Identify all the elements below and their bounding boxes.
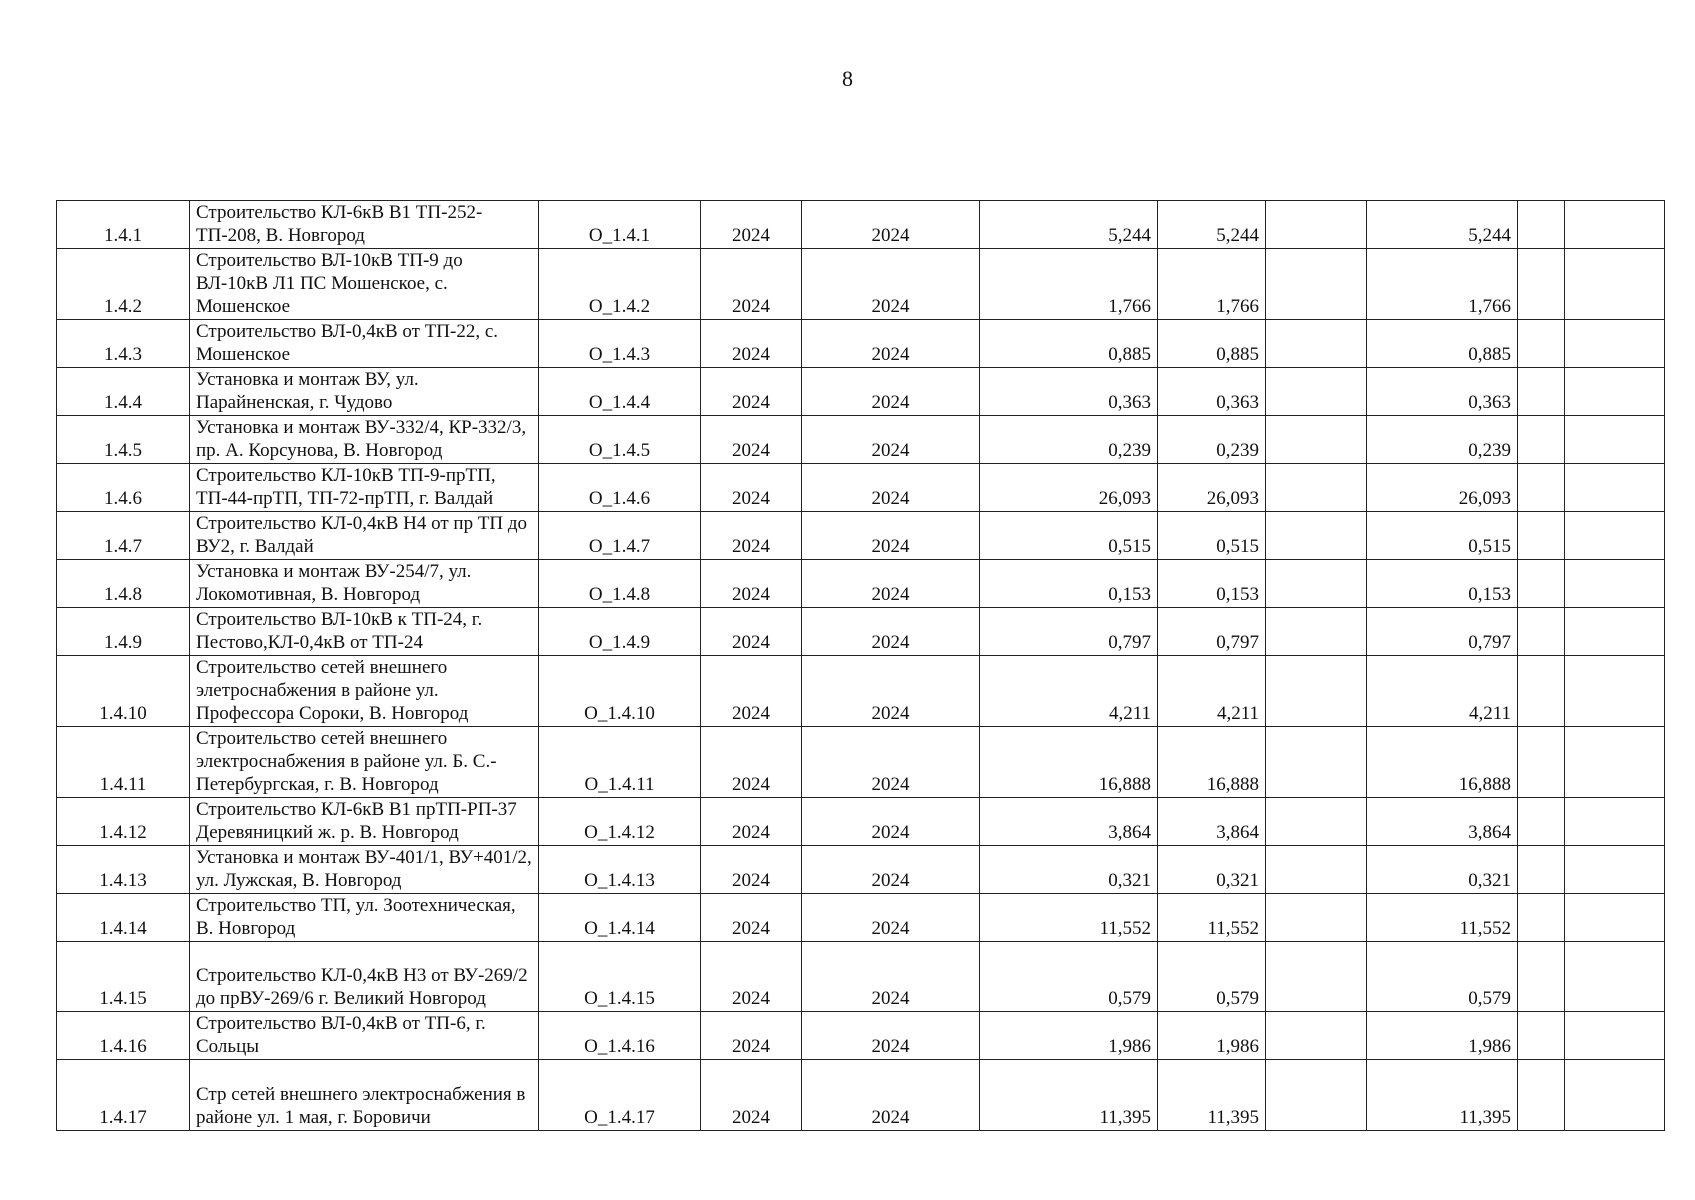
value-cell-6 <box>1565 1012 1665 1060</box>
value-cell-1: 1,986 <box>980 1012 1158 1060</box>
value-cell-4: 0,321 <box>1367 846 1518 894</box>
year-start: 2024 <box>701 249 802 320</box>
year-start: 2024 <box>701 846 802 894</box>
project-code: О_1.4.3 <box>539 320 701 368</box>
value-cell-2: 1,766 <box>1158 249 1266 320</box>
year-end: 2024 <box>802 201 980 249</box>
table-row <box>57 464 1665 512</box>
row-number: 1.4.4 <box>57 368 190 416</box>
row-number: 1.4.5 <box>57 416 190 464</box>
value-cell-6 <box>1565 201 1665 249</box>
table-row <box>57 894 1665 942</box>
value-cell-2: 16,888 <box>1158 727 1266 798</box>
value-cell-1: 11,395 <box>980 1060 1158 1131</box>
value-cell-4: 16,888 <box>1367 727 1518 798</box>
project-name: Строительство ТП, ул. Зоотехническая, В. Новгород <box>190 894 539 942</box>
table-row <box>57 1060 1665 1131</box>
project-code: О_1.4.9 <box>539 608 701 656</box>
year-end: 2024 <box>802 512 980 560</box>
project-code: О_1.4.11 <box>539 727 701 798</box>
value-cell-2: 0,239 <box>1158 416 1266 464</box>
table-row <box>57 249 1665 320</box>
project-name: Стр сетей внешнего электроснабжения в районе ул. 1 мая, г. Боровичи <box>190 1060 539 1131</box>
value-cell-1: 0,797 <box>980 608 1158 656</box>
value-cell-3 <box>1266 727 1367 798</box>
year-start: 2024 <box>701 416 802 464</box>
year-start: 2024 <box>701 512 802 560</box>
value-cell-4: 4,211 <box>1367 656 1518 727</box>
value-cell-6 <box>1565 894 1665 942</box>
table-row <box>57 608 1665 656</box>
value-cell-3 <box>1266 894 1367 942</box>
year-end: 2024 <box>802 464 980 512</box>
row-number: 1.4.9 <box>57 608 190 656</box>
value-cell-4: 0,153 <box>1367 560 1518 608</box>
table-body <box>57 201 1665 1131</box>
value-cell-3 <box>1266 320 1367 368</box>
value-cell-5 <box>1518 1012 1565 1060</box>
year-end: 2024 <box>802 798 980 846</box>
value-cell-1: 0,153 <box>980 560 1158 608</box>
value-cell-4: 1,986 <box>1367 1012 1518 1060</box>
value-cell-6 <box>1565 656 1665 727</box>
value-cell-1: 4,211 <box>980 656 1158 727</box>
year-end: 2024 <box>802 249 980 320</box>
value-cell-6 <box>1565 368 1665 416</box>
value-cell-2: 0,579 <box>1158 942 1266 1012</box>
table-row <box>57 368 1665 416</box>
value-cell-5 <box>1518 368 1565 416</box>
table-row <box>57 1012 1665 1060</box>
table-row <box>57 416 1665 464</box>
project-code: О_1.4.12 <box>539 798 701 846</box>
table-row <box>57 656 1665 727</box>
row-number: 1.4.8 <box>57 560 190 608</box>
value-cell-4: 0,239 <box>1367 416 1518 464</box>
value-cell-1: 3,864 <box>980 798 1158 846</box>
project-name: Строительство сетей внешнего элетроснабжения в районе ул. Профессора Сороки, В. Новгород <box>190 656 539 727</box>
value-cell-5 <box>1518 560 1565 608</box>
row-number: 1.4.1 <box>57 201 190 249</box>
year-start: 2024 <box>701 1012 802 1060</box>
value-cell-3 <box>1266 201 1367 249</box>
project-code: О_1.4.17 <box>539 1060 701 1131</box>
value-cell-2: 26,093 <box>1158 464 1266 512</box>
table-row <box>57 727 1665 798</box>
value-cell-2: 1,986 <box>1158 1012 1266 1060</box>
value-cell-2: 5,244 <box>1158 201 1266 249</box>
row-number: 1.4.17 <box>57 1060 190 1131</box>
value-cell-6 <box>1565 249 1665 320</box>
value-cell-2: 11,395 <box>1158 1060 1266 1131</box>
year-start: 2024 <box>701 608 802 656</box>
table-row <box>57 942 1665 1012</box>
project-code: О_1.4.1 <box>539 201 701 249</box>
project-name: Строительство КЛ-6кВ В1 прТП-РП-37 Деревяницкий ж. р. В. Новгород <box>190 798 539 846</box>
year-end: 2024 <box>802 1060 980 1131</box>
year-end: 2024 <box>802 727 980 798</box>
value-cell-1: 0,363 <box>980 368 1158 416</box>
value-cell-5 <box>1518 942 1565 1012</box>
value-cell-2: 3,864 <box>1158 798 1266 846</box>
value-cell-3 <box>1266 512 1367 560</box>
year-end: 2024 <box>802 894 980 942</box>
value-cell-5 <box>1518 846 1565 894</box>
value-cell-5 <box>1518 512 1565 560</box>
table-row <box>57 798 1665 846</box>
value-cell-5 <box>1518 320 1565 368</box>
value-cell-2: 0,885 <box>1158 320 1266 368</box>
value-cell-6 <box>1565 416 1665 464</box>
project-name: Строительство ВЛ-0,4кВ от ТП-22, с. Мошенское <box>190 320 539 368</box>
value-cell-2: 0,515 <box>1158 512 1266 560</box>
value-cell-3 <box>1266 656 1367 727</box>
project-name: Установка и монтаж ВУ-332/4, КР-332/3, пр. А. Корсунова, В. Новгород <box>190 416 539 464</box>
year-end: 2024 <box>802 656 980 727</box>
year-start: 2024 <box>701 656 802 727</box>
value-cell-6 <box>1565 942 1665 1012</box>
project-name: Строительство КЛ-0,4кВ Н4 от пр ТП до ВУ2, г. Валдай <box>190 512 539 560</box>
value-cell-2: 11,552 <box>1158 894 1266 942</box>
table-row <box>57 512 1665 560</box>
project-name: Строительство ВЛ-10кВ ТП-9 до ВЛ-10кВ Л1 ПС Мошенское, с. Мошенское <box>190 249 539 320</box>
value-cell-3 <box>1266 1060 1367 1131</box>
value-cell-6 <box>1565 464 1665 512</box>
value-cell-5 <box>1518 727 1565 798</box>
year-end: 2024 <box>802 560 980 608</box>
year-end: 2024 <box>802 320 980 368</box>
value-cell-5 <box>1518 656 1565 727</box>
table-row <box>57 560 1665 608</box>
project-name: Строительство ВЛ-10кВ к ТП-24, г. Пестово,КЛ-0,4кВ от ТП-24 <box>190 608 539 656</box>
row-number: 1.4.6 <box>57 464 190 512</box>
project-name: Строительство КЛ-10кВ ТП-9-прТП, ТП-44-прТП, ТП-72-прТП, г. Валдай <box>190 464 539 512</box>
project-code: О_1.4.13 <box>539 846 701 894</box>
value-cell-3 <box>1266 942 1367 1012</box>
project-code: О_1.4.14 <box>539 894 701 942</box>
value-cell-4: 26,093 <box>1367 464 1518 512</box>
value-cell-6 <box>1565 727 1665 798</box>
year-end: 2024 <box>802 416 980 464</box>
year-end: 2024 <box>802 608 980 656</box>
year-start: 2024 <box>701 368 802 416</box>
value-cell-5 <box>1518 416 1565 464</box>
row-number: 1.4.11 <box>57 727 190 798</box>
value-cell-2: 0,321 <box>1158 846 1266 894</box>
project-code: О_1.4.15 <box>539 942 701 1012</box>
value-cell-4: 0,515 <box>1367 512 1518 560</box>
project-code: О_1.4.8 <box>539 560 701 608</box>
investment-projects-table <box>56 200 1665 1131</box>
project-code: О_1.4.10 <box>539 656 701 727</box>
row-number: 1.4.12 <box>57 798 190 846</box>
value-cell-2: 0,153 <box>1158 560 1266 608</box>
table-row <box>57 846 1665 894</box>
year-start: 2024 <box>701 894 802 942</box>
project-name: Установка и монтаж ВУ, ул. Парайненская, г. Чудово <box>190 368 539 416</box>
value-cell-1: 26,093 <box>980 464 1158 512</box>
project-code: О_1.4.2 <box>539 249 701 320</box>
value-cell-6 <box>1565 798 1665 846</box>
value-cell-4: 0,885 <box>1367 320 1518 368</box>
row-number: 1.4.13 <box>57 846 190 894</box>
value-cell-4: 0,797 <box>1367 608 1518 656</box>
value-cell-6 <box>1565 560 1665 608</box>
value-cell-3 <box>1266 560 1367 608</box>
value-cell-1: 0,239 <box>980 416 1158 464</box>
row-number: 1.4.15 <box>57 942 190 1012</box>
value-cell-1: 16,888 <box>980 727 1158 798</box>
project-code: О_1.4.4 <box>539 368 701 416</box>
row-number: 1.4.7 <box>57 512 190 560</box>
value-cell-3 <box>1266 608 1367 656</box>
value-cell-5 <box>1518 608 1565 656</box>
year-start: 2024 <box>701 320 802 368</box>
project-name: Строительство КЛ-6кВ В1 ТП-252-ТП-208, В. Новгород <box>190 201 539 249</box>
value-cell-1: 0,321 <box>980 846 1158 894</box>
row-number: 1.4.2 <box>57 249 190 320</box>
project-code: О_1.4.5 <box>539 416 701 464</box>
project-code: О_1.4.7 <box>539 512 701 560</box>
year-start: 2024 <box>701 464 802 512</box>
value-cell-5 <box>1518 249 1565 320</box>
project-name: Установка и монтаж ВУ-401/1, ВУ+401/2, ул. Лужская, В. Новгород <box>190 846 539 894</box>
year-end: 2024 <box>802 846 980 894</box>
year-start: 2024 <box>701 560 802 608</box>
year-end: 2024 <box>802 368 980 416</box>
value-cell-5 <box>1518 201 1565 249</box>
value-cell-3 <box>1266 416 1367 464</box>
value-cell-6 <box>1565 1060 1665 1131</box>
value-cell-2: 4,211 <box>1158 656 1266 727</box>
page-number: 8 <box>842 66 853 91</box>
value-cell-5 <box>1518 1060 1565 1131</box>
project-name: Установка и монтаж ВУ-254/7, ул. Локомотивная, В. Новгород <box>190 560 539 608</box>
value-cell-4: 0,579 <box>1367 942 1518 1012</box>
value-cell-5 <box>1518 798 1565 846</box>
value-cell-4: 0,363 <box>1367 368 1518 416</box>
project-code: О_1.4.16 <box>539 1012 701 1060</box>
table-row <box>57 320 1665 368</box>
year-start: 2024 <box>701 1060 802 1131</box>
value-cell-6 <box>1565 512 1665 560</box>
value-cell-4: 11,395 <box>1367 1060 1518 1131</box>
value-cell-1: 0,579 <box>980 942 1158 1012</box>
project-name: Строительство ВЛ-0,4кВ от ТП-6, г. Сольцы <box>190 1012 539 1060</box>
value-cell-3 <box>1266 798 1367 846</box>
value-cell-6 <box>1565 608 1665 656</box>
value-cell-1: 5,244 <box>980 201 1158 249</box>
value-cell-1: 0,515 <box>980 512 1158 560</box>
project-code: О_1.4.6 <box>539 464 701 512</box>
value-cell-3 <box>1266 846 1367 894</box>
year-start: 2024 <box>701 798 802 846</box>
value-cell-3 <box>1266 368 1367 416</box>
value-cell-3 <box>1266 1012 1367 1060</box>
year-end: 2024 <box>802 1012 980 1060</box>
value-cell-3 <box>1266 249 1367 320</box>
value-cell-6 <box>1565 846 1665 894</box>
row-number: 1.4.16 <box>57 1012 190 1060</box>
year-start: 2024 <box>701 727 802 798</box>
value-cell-4: 1,766 <box>1367 249 1518 320</box>
row-number: 1.4.3 <box>57 320 190 368</box>
value-cell-2: 0,363 <box>1158 368 1266 416</box>
value-cell-1: 0,885 <box>980 320 1158 368</box>
year-start: 2024 <box>701 942 802 1012</box>
project-name: Строительство сетей внешнего электроснабжения в районе ул. Б. С.-Петербургская, г. В. Новгород <box>190 727 539 798</box>
value-cell-4: 11,552 <box>1367 894 1518 942</box>
year-end: 2024 <box>802 942 980 1012</box>
value-cell-4: 3,864 <box>1367 798 1518 846</box>
row-number: 1.4.14 <box>57 894 190 942</box>
value-cell-2: 0,797 <box>1158 608 1266 656</box>
value-cell-6 <box>1565 320 1665 368</box>
value-cell-3 <box>1266 464 1367 512</box>
value-cell-5 <box>1518 464 1565 512</box>
value-cell-1: 1,766 <box>980 249 1158 320</box>
project-name: Строительство КЛ-0,4кВ Н3 от ВУ-269/2 до прВУ-269/6 г. Великий Новгород <box>190 942 539 1012</box>
value-cell-4: 5,244 <box>1367 201 1518 249</box>
value-cell-1: 11,552 <box>980 894 1158 942</box>
table-row <box>57 201 1665 249</box>
row-number: 1.4.10 <box>57 656 190 727</box>
year-start: 2024 <box>701 201 802 249</box>
value-cell-5 <box>1518 894 1565 942</box>
